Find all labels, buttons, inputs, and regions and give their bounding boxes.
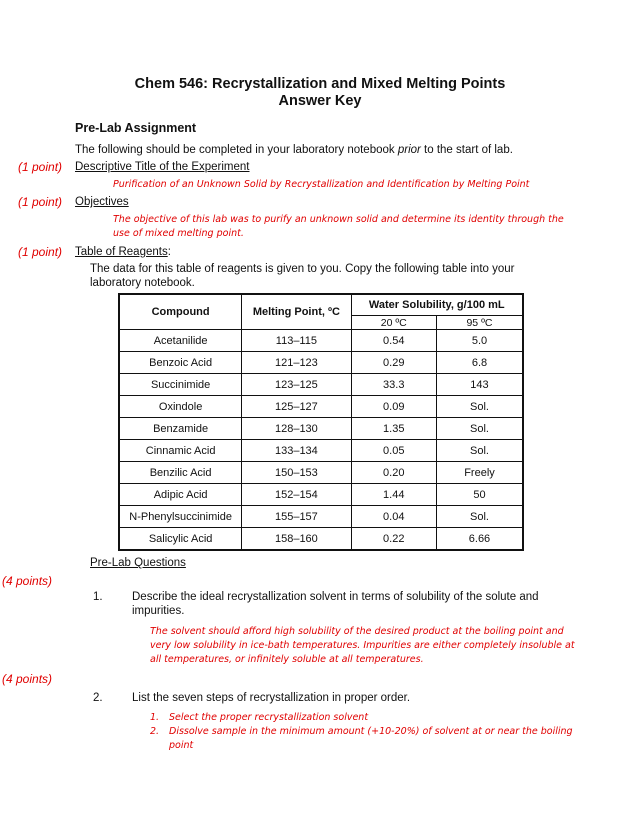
prelab-intro-b: to the start of lab. bbox=[420, 144, 513, 156]
item3-label-suffix: : bbox=[167, 246, 171, 258]
q1-answer-line1: The solvent should afford high solubility of the desired product at the boiling point and bbox=[150, 626, 564, 637]
cell-compound: Acetanilide bbox=[119, 330, 242, 352]
table-row bbox=[119, 330, 523, 352]
item3-points: (1 point) bbox=[18, 245, 63, 259]
cell-sol20: 0.20 bbox=[351, 462, 436, 484]
q1-points: (4 points) bbox=[2, 574, 53, 588]
q1-answer-line2: very low solubility in ice-bath temperatures. Impurities are either completely insoluble at bbox=[150, 640, 575, 651]
q2-step-1 bbox=[150, 711, 369, 725]
cell-sol95: Freely bbox=[436, 462, 523, 484]
cell-compound: Benzilic Acid bbox=[119, 462, 242, 484]
item1-points: (1 point) bbox=[18, 160, 63, 174]
q1-text-line1: Describe the ideal recrystallization solvent in terms of solubility of the solute and bbox=[132, 591, 539, 603]
cell-melting: 152–154 bbox=[242, 484, 351, 506]
cell-melting: 158–160 bbox=[242, 528, 351, 551]
header-compound: Compound bbox=[119, 294, 242, 330]
item1-answer: Purification of an Unknown Solid by Recrystallization and Identification by Melting Point bbox=[113, 179, 530, 190]
cell-compound: Benzoic Acid bbox=[119, 352, 242, 374]
cell-melting: 125–127 bbox=[242, 396, 351, 418]
table-row bbox=[119, 418, 523, 440]
prelab-heading: Pre-Lab Assignment bbox=[75, 121, 197, 135]
item2-answer-line2: use of mixed melting point. bbox=[113, 228, 244, 239]
cell-melting: 123–125 bbox=[242, 374, 351, 396]
cell-sol95: Sol. bbox=[436, 440, 523, 462]
cell-compound: Benzamide bbox=[119, 418, 242, 440]
cell-compound: Adipic Acid bbox=[119, 484, 242, 506]
table-row bbox=[119, 352, 523, 374]
cell-sol95: 6.66 bbox=[436, 528, 523, 551]
cell-melting: 133–134 bbox=[242, 440, 351, 462]
q2-points: (4 points) bbox=[2, 672, 53, 686]
item2-points: (1 point) bbox=[18, 195, 63, 209]
table-row bbox=[119, 528, 523, 551]
cell-sol20: 1.35 bbox=[351, 418, 436, 440]
prelab-intro-em: prior bbox=[397, 144, 421, 156]
cell-sol95: 143 bbox=[436, 374, 523, 396]
cell-sol20: 33.3 bbox=[351, 374, 436, 396]
table-row bbox=[119, 374, 523, 396]
cell-sol20: 0.09 bbox=[351, 396, 436, 418]
cell-sol20: 0.22 bbox=[351, 528, 436, 551]
step-text: Dissolve sample in the minimum amount (+10-20%) of solvent at or near the boiling bbox=[169, 726, 573, 737]
q2-text: List the seven steps of recrystallization in proper order. bbox=[132, 692, 411, 704]
item1-label: Descriptive Title of the Experiment bbox=[75, 161, 250, 173]
item3-desc-line1: The data for this table of reagents is given to you. Copy the following table into your bbox=[90, 263, 515, 275]
cell-sol95: 5.0 bbox=[436, 330, 523, 352]
item3-desc-line2: laboratory notebook. bbox=[90, 277, 195, 289]
table-row bbox=[119, 440, 523, 462]
cell-sol20: 0.29 bbox=[351, 352, 436, 374]
q2-number: 2. bbox=[93, 692, 103, 704]
prelab-intro bbox=[75, 143, 513, 157]
cell-compound: Succinimide bbox=[119, 374, 242, 396]
cell-melting: 121–123 bbox=[242, 352, 351, 374]
item2-label: Objectives bbox=[75, 196, 129, 208]
cell-sol95: Sol. bbox=[436, 506, 523, 528]
item3-label: Table of Reagents bbox=[75, 246, 168, 258]
reagents-table bbox=[118, 293, 524, 551]
cell-compound: Cinnamic Acid bbox=[119, 440, 242, 462]
cell-melting: 128–130 bbox=[242, 418, 351, 440]
q1-number: 1. bbox=[93, 591, 103, 603]
table-row bbox=[119, 462, 523, 484]
cell-sol20: 0.05 bbox=[351, 440, 436, 462]
step-number: 1. bbox=[150, 712, 160, 723]
page-title: Chem 546: Recrystallization and Mixed Melting Points bbox=[134, 76, 506, 92]
cell-sol20: 1.44 bbox=[351, 484, 436, 506]
cell-sol95: 6.8 bbox=[436, 352, 523, 374]
cell-melting: 150–153 bbox=[242, 462, 351, 484]
step-text: Select the proper recrystallization solvent bbox=[169, 712, 369, 723]
step-number: 2. bbox=[150, 726, 160, 737]
prelab-intro-a: The following should be completed in your laboratory notebook bbox=[75, 144, 398, 156]
cell-sol95: Sol. bbox=[436, 418, 523, 440]
cell-compound: Salicylic Acid bbox=[119, 528, 242, 551]
header-solubility: Water Solubility, g/100 mL bbox=[351, 294, 523, 316]
table-row bbox=[119, 506, 523, 528]
header-sol95: 95 ºC bbox=[436, 316, 523, 330]
cell-melting: 113–115 bbox=[242, 330, 351, 352]
item2-answer-line1: The objective of this lab was to purify an unknown solid and determine its identity through the bbox=[113, 214, 564, 225]
cell-melting: 155–157 bbox=[242, 506, 351, 528]
header-melting: Melting Point, ºC bbox=[242, 294, 351, 330]
table-row bbox=[119, 396, 523, 418]
cell-sol20: 0.04 bbox=[351, 506, 436, 528]
item3-label-wrap bbox=[75, 245, 171, 259]
table-row bbox=[119, 484, 523, 506]
q1-answer-line3: all temperatures, or infinitely soluble at all temperatures. bbox=[150, 654, 424, 665]
cell-sol20: 0.54 bbox=[351, 330, 436, 352]
q1-text-line2: impurities. bbox=[132, 605, 185, 617]
cell-sol95: Sol. bbox=[436, 396, 523, 418]
table-header-row bbox=[119, 294, 523, 316]
q2-step-2-cont: point bbox=[169, 740, 194, 751]
page-subtitle: Answer Key bbox=[278, 93, 362, 109]
cell-compound: Oxindole bbox=[119, 396, 242, 418]
header-sol20: 20 ºC bbox=[351, 316, 436, 330]
q2-step-2 bbox=[150, 725, 573, 739]
cell-sol95: 50 bbox=[436, 484, 523, 506]
cell-compound: N-Phenylsuccinimide bbox=[119, 506, 242, 528]
questions-heading: Pre-Lab Questions bbox=[90, 557, 186, 569]
